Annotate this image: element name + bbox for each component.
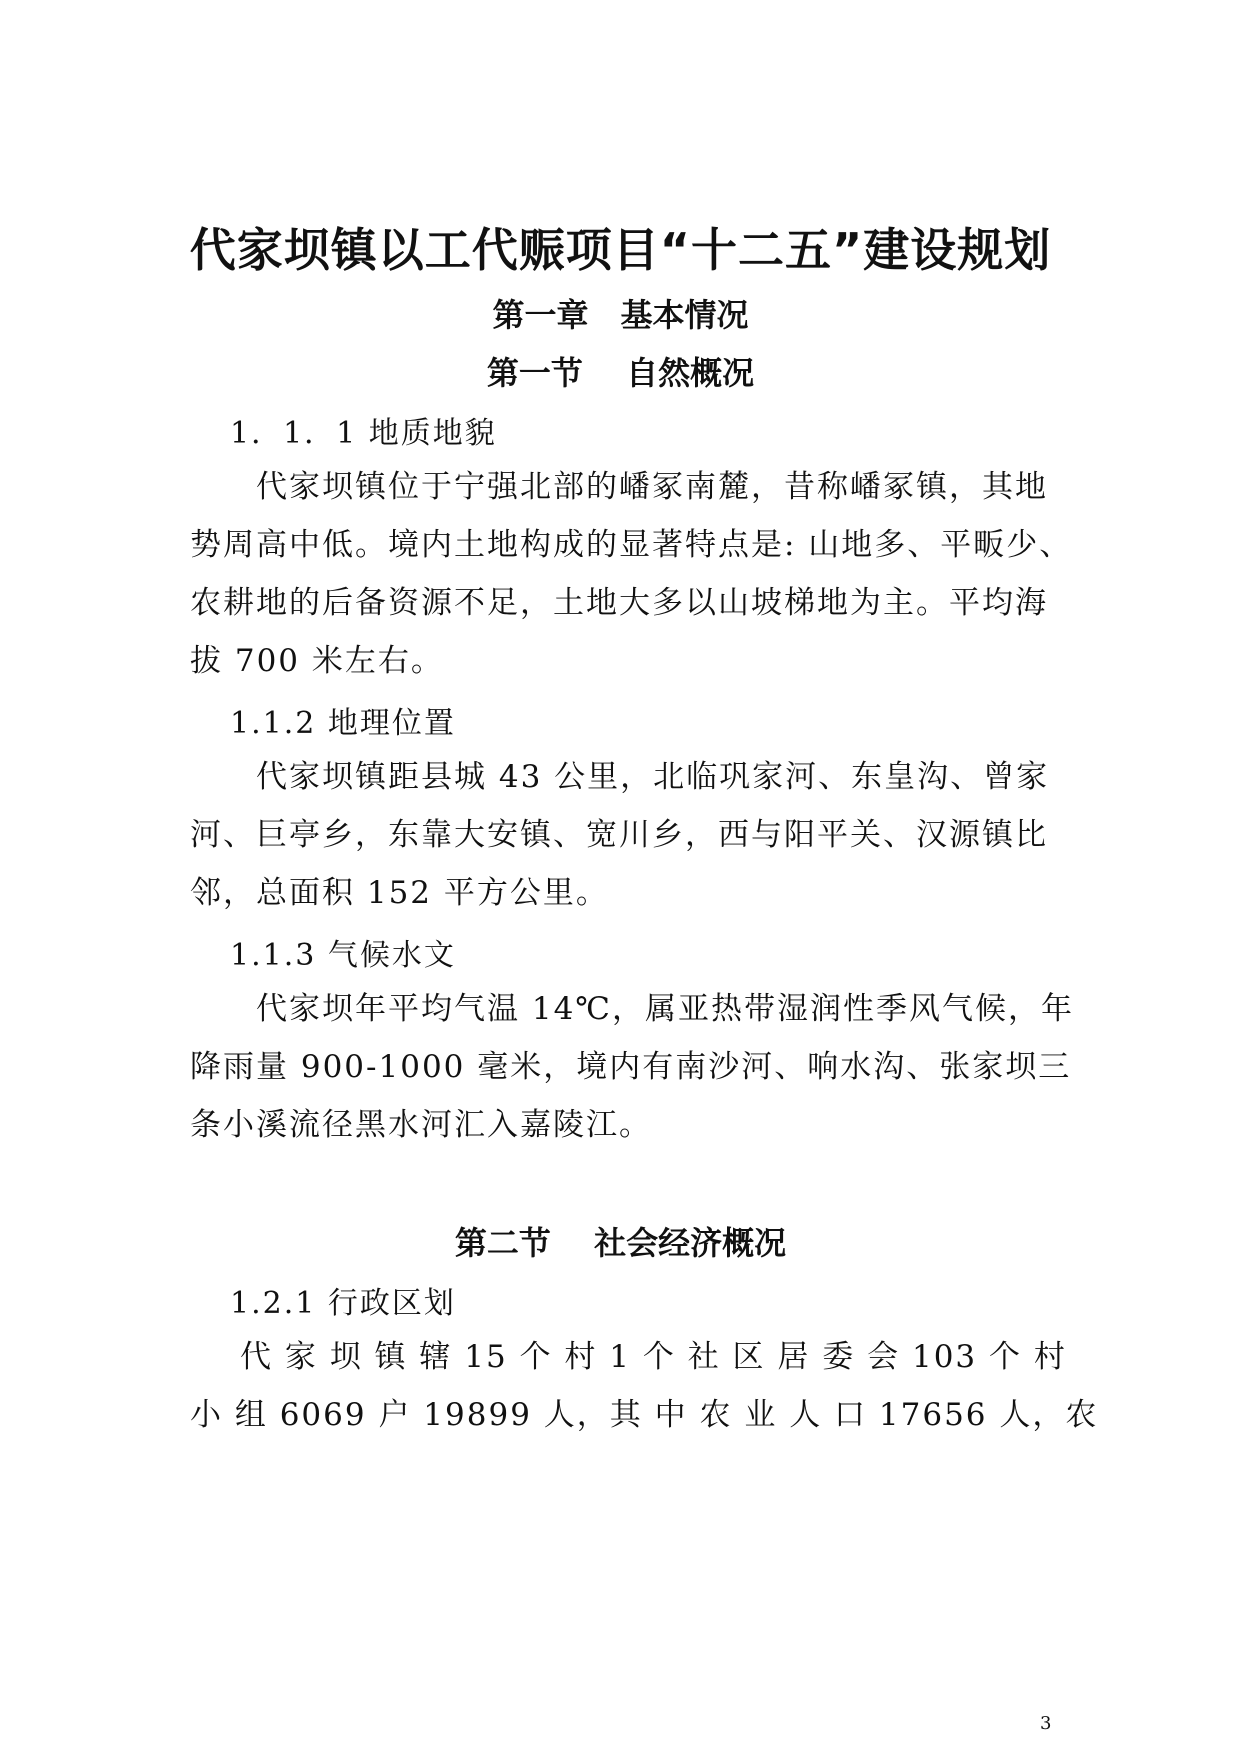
- paragraph-line: 代 家 坝 镇 辖 15 个 村 1 个 社 区 居 委 会 103 个 村: [240, 1339, 1067, 1375]
- subsection-heading-climate: 1.1.3 气候水文: [230, 938, 456, 973]
- paragraph-line: 拔 700 米左右。: [190, 643, 444, 679]
- paragraph-climate: [190, 980, 1074, 1154]
- subsection-heading-location: 1.1.2 地理位置: [230, 706, 456, 741]
- section-heading-natural: 第一节 自然概况: [486, 354, 755, 392]
- document-title: 代家坝镇以工代赈项目“十二五”建设规划: [189, 223, 1052, 277]
- paragraph-line: 农耕地的后备资源不足，土地大多以山坡梯地为主。平均海: [190, 585, 1048, 621]
- paragraph-line: 邻，总面积 152 平方公里。: [190, 875, 609, 911]
- subsection-heading-geology: 1．1．1 地质地貌: [230, 416, 497, 451]
- paragraph-line: 降雨量 900-1000 毫米，境内有南沙河、响水沟、张家坝三: [190, 1049, 1072, 1085]
- paragraph-geology: [190, 458, 1073, 690]
- section-heading-socioeconomic: 第二节 社会经济概况: [454, 1224, 787, 1262]
- paragraph-line: 小 组 6069 户 19899 人，其 中 农 业 人 口 17656 人，农: [190, 1397, 1099, 1433]
- paragraph-line: 河、巨亭乡，东靠大安镇、宽川乡，西与阳平关、汉源镇比: [190, 817, 1048, 853]
- subsection-heading-admin: 1.2.1 行政区划: [230, 1286, 456, 1321]
- paragraph-line: 条小溪流径黑水河汇入嘉陵江。: [190, 1107, 652, 1143]
- page-number: 3: [1040, 1713, 1052, 1734]
- paragraph-location: [190, 748, 1050, 922]
- paragraph-line: 代家坝镇距县城 43 公里，北临巩家河、东皇沟、曾家: [256, 759, 1050, 795]
- paragraph-line: 代家坝镇位于宁强北部的嶓冢南麓，昔称嶓冢镇，其地: [256, 469, 1048, 505]
- paragraph-admin: [190, 1328, 1099, 1444]
- paragraph-line: 代家坝年平均气温 14℃，属亚热带湿润性季风气候，年: [256, 991, 1074, 1027]
- chapter-heading: 第一章 基本情况: [492, 296, 749, 334]
- paragraph-line: 势周高中低。境内土地构成的显著特点是: 山地多、平畈少、: [190, 527, 1073, 563]
